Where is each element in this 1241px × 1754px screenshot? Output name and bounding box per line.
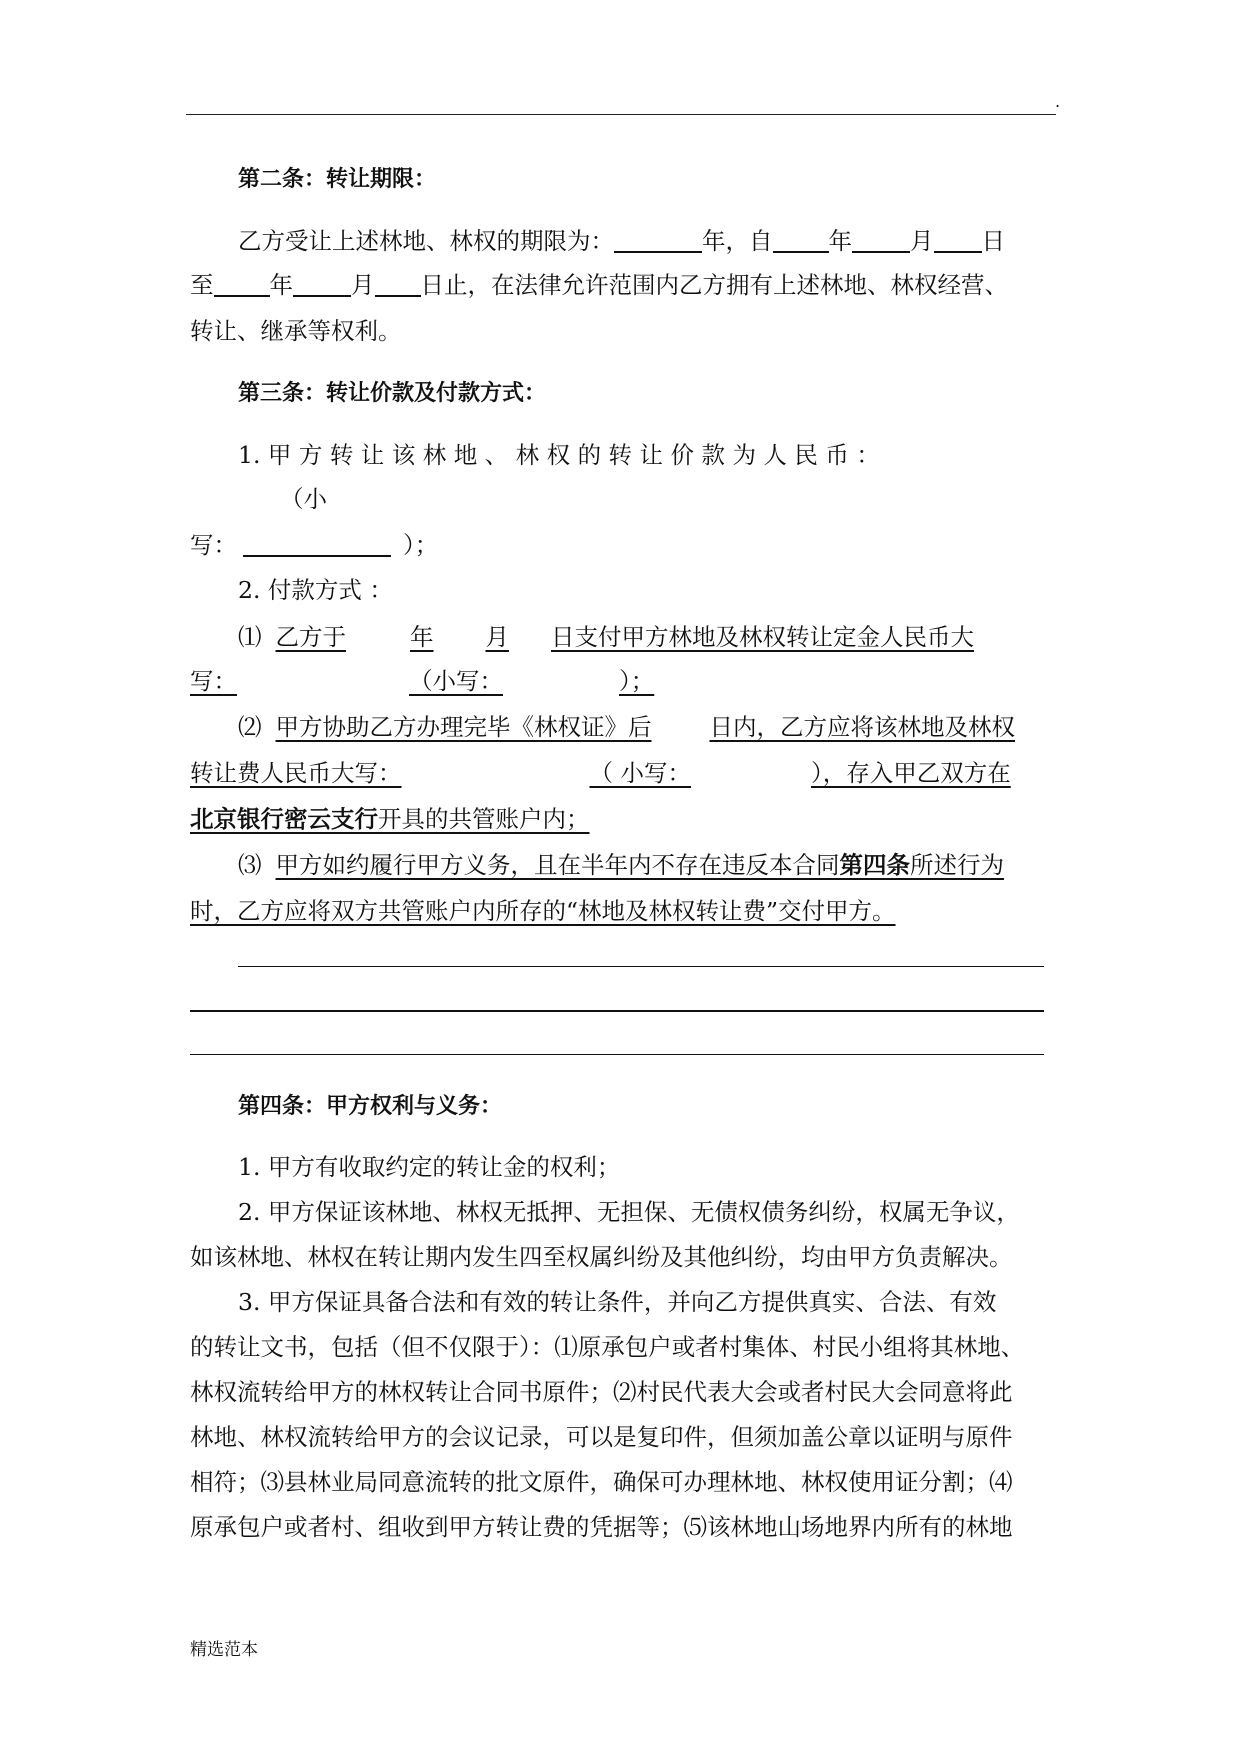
article4-line: 2. 甲方保证该林地、林权无抵押、无担保、无债权债务纠纷，权属无争议， [238, 1198, 1020, 1226]
article2-heading: 第二条：转让期限： [238, 167, 437, 192]
article4-line: 林权流转给甲方的林权转让合同书原件；⑵村民代表大会或者村民大会同意将此 [190, 1378, 1013, 1406]
text: 月 [485, 623, 509, 651]
text: 日止，在法律允许范围内乙方拥有上述林地、林权经营、 [420, 271, 1008, 299]
p1-underlined [276, 623, 975, 651]
text: 甲方如约履行甲方义务，且在半年内不存在违反本合同 [275, 851, 840, 879]
text: 所述行为 [910, 851, 1004, 879]
text: 年 [828, 227, 852, 255]
blank-amount-figures [243, 531, 391, 557]
p2-underlined-3 [190, 805, 590, 833]
header-dot: . [1055, 92, 1061, 111]
text: 转让费人民币大写： [190, 759, 402, 787]
article4-heading: 第四条：甲方权利与义务： [238, 1094, 503, 1119]
header-rule [186, 114, 1056, 115]
article4-line: 1. 甲方有收取约定的转让金的权利； [238, 1153, 621, 1181]
p3-num: ⑶ [238, 851, 262, 879]
text: 开具的共管账户内； [378, 805, 590, 833]
text: 写： [190, 667, 237, 695]
text: 日 [981, 227, 1005, 255]
text: （ 小写： [589, 759, 691, 787]
article3-p2-line2 [190, 758, 1011, 788]
blank-years [614, 227, 702, 253]
p1-num: ⑴ [238, 623, 262, 651]
p3-underlined-2 [190, 897, 902, 925]
text: 甲方协助乙方办理完毕《林权证》后 [275, 713, 652, 741]
blank-start-day [934, 227, 982, 253]
article3-item1-line1: 1. 甲 方 转 让 该 林 地 、 林 权 的 转 让 价 款 为 人 民 币 ： [238, 441, 880, 469]
article4-line: 3. 甲方保证具备合法和有效的转让条件，并向乙方提供真实、合法、有效 [238, 1288, 997, 1316]
blank-rule-3 [190, 1054, 1044, 1055]
text: 年，自 [702, 227, 773, 255]
article2-line3: 转让、继承等权利。 [190, 317, 402, 345]
article3-heading: 第三条：转让价款及付款方式： [238, 381, 547, 406]
p1-underlined-2 [190, 667, 654, 695]
blank-end-day [375, 271, 421, 297]
article3-p2-line3 [190, 804, 590, 834]
article3-p1-line2 [190, 666, 654, 696]
blank-end-year [214, 271, 270, 297]
article4-line: 林地、林权流转给甲方的会议记录，可以是复印件，但须加盖公章以证明与原件 [190, 1423, 1013, 1451]
article3-p2-line1 [238, 712, 1015, 742]
article2-line2 [190, 270, 1008, 300]
blank-end-month [293, 271, 351, 297]
p2-underlined-2 [190, 759, 1011, 787]
article-ref: 第四条 [839, 851, 910, 879]
text: ）； [619, 667, 655, 695]
text: 乙方受让上述林地、林权的期限为： [238, 227, 614, 255]
text: 月 [910, 227, 934, 255]
text: ）； [403, 531, 439, 559]
article2-line1 [238, 226, 1005, 256]
article4-line: 的转让文书，包括（但不仅限于）：⑴原承包户或者村集体、村民小组将其林地、 [190, 1333, 1025, 1361]
text: 至 [190, 271, 214, 299]
p2-num: ⑵ [238, 713, 262, 741]
text: 写： [190, 531, 237, 559]
footer-text: 精选范本 [190, 1640, 258, 1660]
text: （小写： [409, 667, 503, 695]
bank-name: 北京银行密云支行 [190, 805, 378, 833]
article3-item1-line3 [190, 530, 438, 560]
text: 年 [269, 271, 293, 299]
text: 年 [410, 623, 434, 651]
p2-underlined [276, 713, 1016, 741]
article4-line: 如该林地、林权在转让期内发生四至权属纠纷及其他纠纷，均由甲方负责解决。 [190, 1243, 1013, 1271]
article3-p3-line1 [238, 850, 1004, 880]
article3-item2: 2. 付款方式 ： [238, 576, 393, 604]
text: 乙方于 [275, 623, 346, 651]
text: ），存入甲乙双方在 [810, 759, 1011, 787]
text: 日内，乙方应将该林地及林权 [709, 713, 1015, 741]
blank-rule-2 [190, 1010, 1044, 1012]
article3-p1-line1 [238, 622, 974, 652]
article4-line: 原承包户或者村、组收到甲方转让费的凭据等；⑸该林地山场地界内所有的林地 [190, 1513, 1013, 1541]
article3-p3-line2 [190, 896, 902, 926]
blank-start-month [852, 227, 910, 253]
text: 月 [351, 271, 375, 299]
text: 时，乙方应将双方共管账户内所存的“林地及林权转让费”交付甲方。 [190, 897, 896, 925]
article3-item1-line2: （小 [280, 485, 327, 513]
blank-rule-1 [238, 966, 1044, 967]
blank-start-year [773, 227, 829, 253]
article4-line: 相符；⑶县林业局同意流转的批文原件，确保可办理林地、林权使用证分割；⑷ [190, 1468, 1013, 1496]
p3-underlined [276, 851, 1005, 879]
text: 日支付甲方林地及林权转让定金人民币大 [551, 623, 974, 651]
